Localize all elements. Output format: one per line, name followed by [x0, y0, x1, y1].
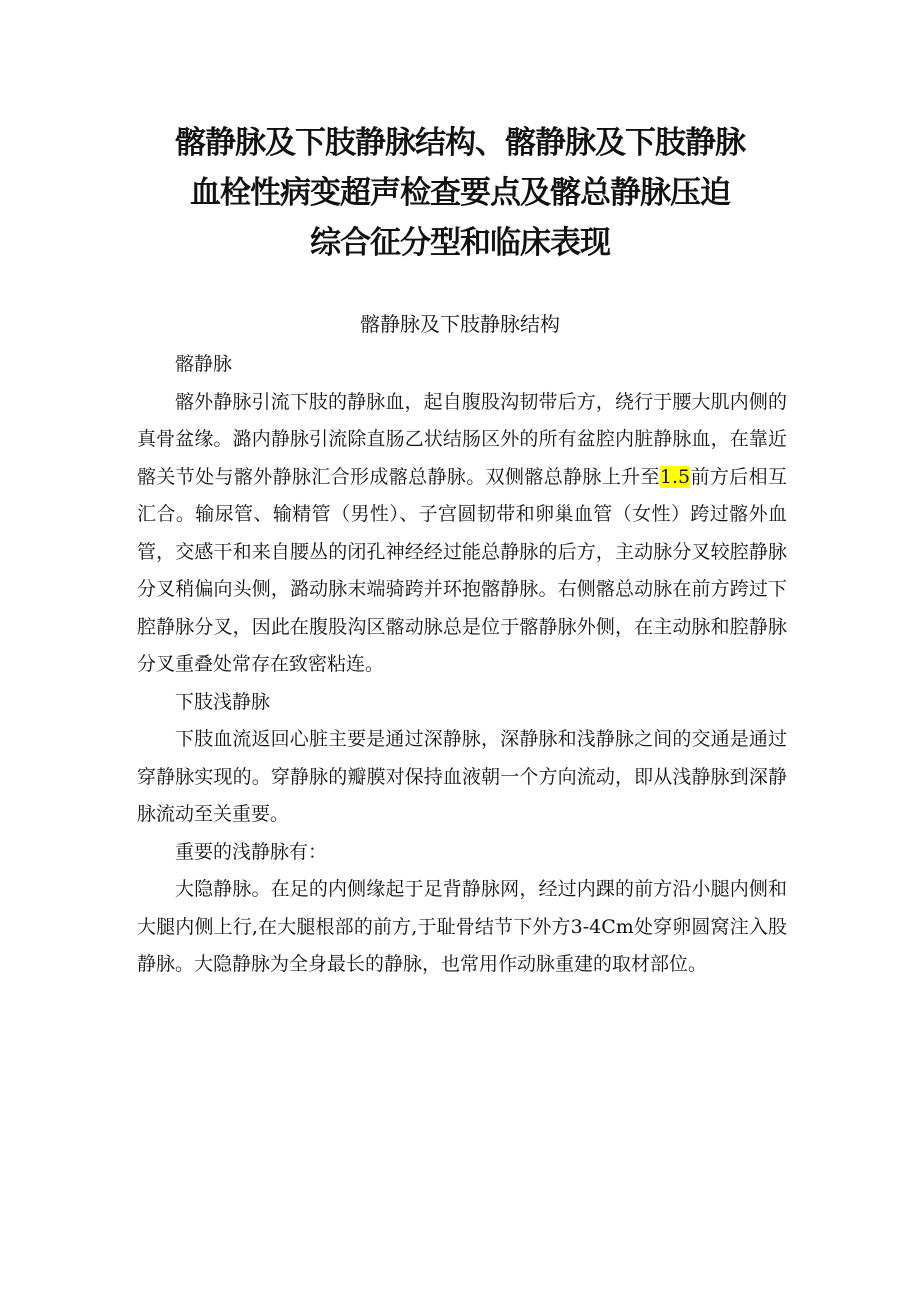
subheading-superficial-veins: 下肢浅静脉 — [175, 690, 271, 713]
paragraph-superficial-veins: 下肢血流返回心脏主要是通过深静脉，深静脉和浅静脉之间的交通是通过穿静脉实现的。穿静脉的瓣膜对保持血液朝一个方向流动，即从浅静脉到深静脉流动至关重要。 — [137, 728, 787, 825]
title-line-2: 血栓性病变超声检查要点及髂总静脉压迫 — [190, 175, 730, 211]
title-line-3: 综合征分型和临床表现 — [310, 225, 610, 261]
highlighted-text: 1.5 — [659, 465, 691, 488]
paragraph-iliac-text-1: 髂外静脉引流下肢的静脉血，起自腹股沟韧带后方，绕行于腰大肌内侧的真骨盆缘。潞内静脉引流除直肠乙状结肠区外的所有盆腔内脏静脉血，在靠近髂关节处与髂外静脉汇合形成髂总静脉。双侧髂总静脉上升至 — [137, 390, 787, 488]
document-title — [100, 118, 820, 268]
document-body — [137, 346, 787, 984]
paragraph-iliac-text-2: 前方后相互汇合。输尿管、输精管（男性）、子宫圆韧带和卵巢血管（女性）跨过髂外血管，交感干和来自腰丛的闭孔神经经过能总静脉的后方，主动脉分叉较腔静脉分叉稍偏向头侧，潞动脉末端骑跨并环抱髂静脉。右侧髂总动脉在前方跨过下腔静脉分叉，因此在腹股沟区髂动脉总是位于髂静脉外侧，在主动脉和腔静脉分叉重叠处常存在致密粘连。 — [137, 465, 787, 675]
section-heading: 髂静脉及下肢静脉结构 — [360, 312, 560, 336]
subheading-iliac-vein: 髂静脉 — [175, 353, 233, 375]
subheading-important-veins: 重要的浅静脉有： — [175, 840, 328, 863]
paragraph-iliac-vein — [137, 384, 787, 684]
title-line-1: 髂静脉及下肢静脉结构、髂静脉及下肢静脉 — [175, 125, 745, 161]
paragraph-great-saphenous: 大隐静脉。在足的内侧缘起于足背静脉网，经过内踝的前方沿小腿内侧和大腿内侧上行,在大腿根部的前方,于耻骨结节下外方3-4Cm处穿卵圆窝注入股静脉。大隐静脉为全身最长的静脉，也常用作动脉重建的取材部位。 — [137, 878, 787, 975]
